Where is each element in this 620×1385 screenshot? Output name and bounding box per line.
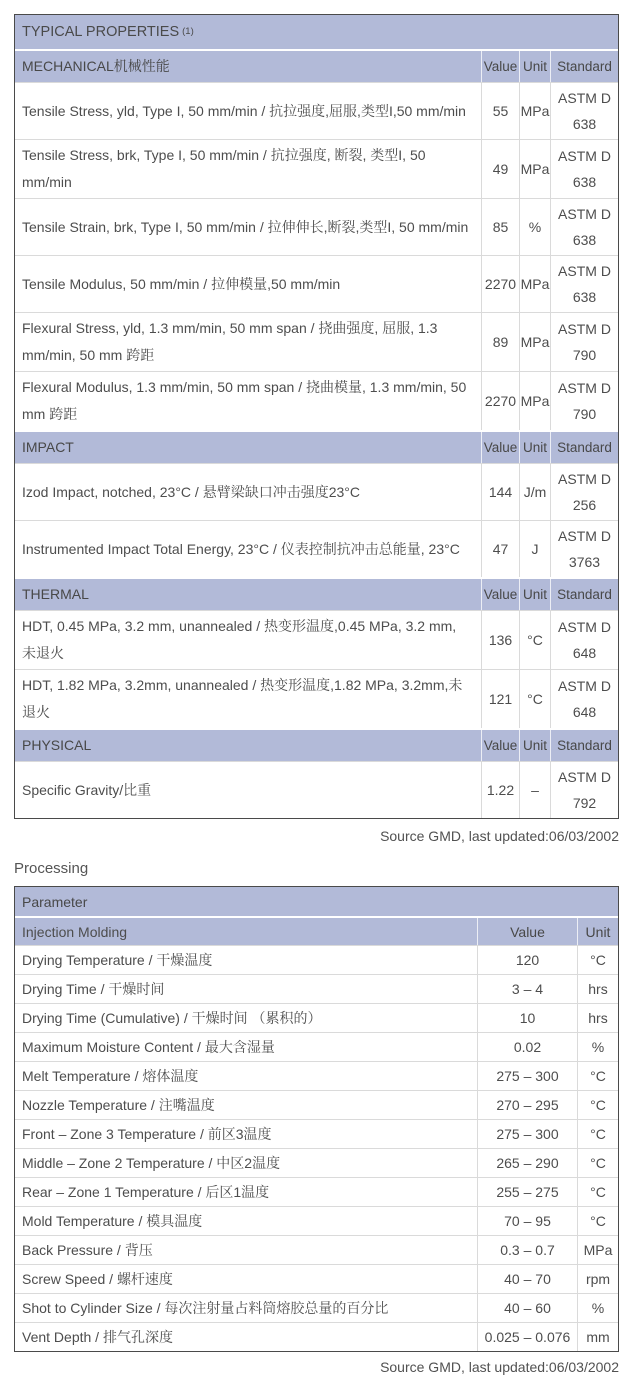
parameter-row — [15, 1206, 618, 1235]
parameter-row — [15, 945, 618, 974]
property-unit: – — [519, 762, 550, 818]
property-value: 2270 — [481, 372, 519, 430]
property-unit: MPa — [519, 313, 550, 371]
processing-table — [14, 886, 619, 1352]
property-name: Tensile Stress, brk, Type I, 50 mm/min / 抗拉强度, 断裂, 类型I, 50 mm/min — [22, 147, 426, 190]
property-unit: °C — [519, 611, 550, 669]
parameter-unit: mm — [577, 1323, 618, 1351]
property-unit: MPa — [519, 83, 550, 139]
column-header-standard: Standard — [550, 579, 618, 610]
property-value: 121 — [481, 670, 519, 728]
parameter-row — [15, 1264, 618, 1293]
parameter-unit: hrs — [577, 1004, 618, 1032]
property-standard: ASTM D 790 — [550, 313, 618, 371]
property-unit: J — [519, 521, 550, 577]
title-footnote-marker: (1) — [182, 25, 194, 37]
parameter-unit: °C — [577, 1207, 618, 1235]
column-header-unit: Unit — [519, 730, 550, 761]
parameter-value: 275 – 300 — [477, 1062, 577, 1090]
parameter-row — [15, 1322, 618, 1351]
parameter-value: 275 – 300 — [477, 1120, 577, 1148]
column-header-standard: Standard — [550, 51, 618, 82]
property-name: Flexural Modulus, 1.3 mm/min, 50 mm span / 挠曲模量, 1.3 mm/min, 50 mm 跨距 — [22, 379, 467, 422]
column-header-unit: Unit — [577, 918, 618, 945]
parameter-name: Drying Time / 干燥时间 — [22, 981, 165, 997]
property-row — [15, 139, 618, 198]
parameter-row — [15, 1003, 618, 1032]
column-header-value: Value — [481, 51, 519, 82]
source-note-top: Source GMD, last updated:06/03/2002 — [380, 828, 619, 844]
parameter-value: 0.02 — [477, 1033, 577, 1061]
property-unit: % — [519, 199, 550, 255]
section-label: PHYSICAL — [22, 737, 92, 753]
parameter-value: 10 — [477, 1004, 577, 1032]
property-value: 89 — [481, 313, 519, 371]
property-row — [15, 312, 618, 371]
property-standard: ASTM D 790 — [550, 372, 618, 430]
property-row — [15, 82, 618, 139]
property-value: 49 — [481, 140, 519, 198]
parameter-row — [15, 974, 618, 1003]
property-standard: ASTM D 638 — [550, 199, 618, 255]
property-row — [15, 371, 618, 430]
parameter-name: Screw Speed / 螺杆速度 — [22, 1271, 173, 1287]
property-standard: ASTM D 648 — [550, 611, 618, 669]
property-unit: J/m — [519, 464, 550, 520]
property-name: Instrumented Impact Total Energy, 23°C / 仪表控制抗冲击总能量, 23°C — [22, 540, 460, 557]
parameter-name: Maximum Moisture Content / 最大含湿量 — [22, 1039, 275, 1055]
section-label: MECHANICAL机械性能 — [22, 58, 170, 74]
parameter-value: 120 — [477, 946, 577, 974]
property-standard: ASTM D 648 — [550, 670, 618, 728]
section-header-row — [15, 430, 618, 463]
parameter-name: Shot to Cylinder Size / 每次注射量占料筒熔胶总量的百分比 — [22, 1300, 389, 1316]
parameter-value: 70 – 95 — [477, 1207, 577, 1235]
parameter-unit: °C — [577, 946, 618, 974]
property-name: Flexural Stress, yld, 1.3 mm/min, 50 mm span / 挠曲强度, 屈服, 1.3 mm/min, 50 mm 跨距 — [22, 320, 438, 363]
processing-section-label: Processing — [14, 860, 89, 877]
parameter-value: 40 – 60 — [477, 1294, 577, 1322]
parameter-name: Mold Temperature / 模具温度 — [22, 1213, 203, 1229]
property-value: 55 — [481, 83, 519, 139]
parameter-unit: °C — [577, 1149, 618, 1177]
parameter-name: Drying Temperature / 干燥温度 — [22, 952, 213, 968]
property-standard: ASTM D 638 — [550, 140, 618, 198]
processing-table-title: Parameter — [22, 893, 88, 910]
parameter-unit: % — [577, 1033, 618, 1061]
column-header-value: Value — [481, 579, 519, 610]
section-header-row — [15, 577, 618, 610]
parameter-value: 255 – 275 — [477, 1178, 577, 1206]
property-unit: MPa — [519, 256, 550, 312]
subheader-injection-molding: Injection Molding — [22, 923, 128, 940]
parameter-value: 270 – 295 — [477, 1091, 577, 1119]
column-header-unit: Unit — [519, 579, 550, 610]
parameter-unit: hrs — [577, 975, 618, 1003]
parameter-name: Middle – Zone 2 Temperature / 中区2温度 — [22, 1155, 281, 1171]
parameter-row — [15, 1293, 618, 1322]
section-header-row — [15, 49, 618, 82]
processing-subheader-row — [15, 916, 618, 945]
column-header-standard: Standard — [550, 432, 618, 463]
property-unit: MPa — [519, 140, 550, 198]
parameter-name: Front – Zone 3 Temperature / 前区3温度 — [22, 1126, 272, 1142]
column-header-value: Value — [481, 730, 519, 761]
parameter-unit: % — [577, 1294, 618, 1322]
parameter-unit: MPa — [577, 1236, 618, 1264]
parameter-row — [15, 1148, 618, 1177]
parameter-name: Melt Temperature / 熔体温度 — [22, 1068, 199, 1084]
processing-table-title-row — [15, 887, 618, 916]
parameter-row — [15, 1177, 618, 1206]
property-row — [15, 610, 618, 669]
parameter-unit: °C — [577, 1091, 618, 1119]
property-value: 47 — [481, 521, 519, 577]
property-row — [15, 669, 618, 728]
column-header-value: Value — [481, 432, 519, 463]
parameter-value: 0.025 – 0.076 — [477, 1323, 577, 1351]
property-value: 2270 — [481, 256, 519, 312]
parameter-name: Drying Time (Cumulative) / 干燥时间 （累积的） — [22, 1010, 322, 1026]
property-value: 136 — [481, 611, 519, 669]
property-standard: ASTM D 256 — [550, 464, 618, 520]
typical-properties-title-row — [15, 15, 618, 49]
property-standard: ASTM D 3763 — [550, 521, 618, 577]
typical-properties-table — [14, 14, 619, 819]
column-header-standard: Standard — [550, 730, 618, 761]
parameter-row — [15, 1061, 618, 1090]
property-standard: ASTM D 638 — [550, 83, 618, 139]
parameter-row — [15, 1032, 618, 1061]
property-row — [15, 463, 618, 520]
column-header-value: Value — [477, 918, 577, 945]
typical-properties-title: TYPICAL PROPERTIES — [22, 24, 180, 40]
property-unit: °C — [519, 670, 550, 728]
property-standard: ASTM D 792 — [550, 762, 618, 818]
parameter-value: 3 – 4 — [477, 975, 577, 1003]
parameter-value: 40 – 70 — [477, 1265, 577, 1293]
parameter-unit: °C — [577, 1062, 618, 1090]
property-row — [15, 198, 618, 255]
parameter-name: Nozzle Temperature / 注嘴温度 — [22, 1097, 215, 1113]
property-standard: ASTM D 638 — [550, 256, 618, 312]
property-value: 144 — [481, 464, 519, 520]
parameter-unit: rpm — [577, 1265, 618, 1293]
section-label: THERMAL — [22, 586, 89, 602]
parameter-value: 265 – 290 — [477, 1149, 577, 1177]
parameter-name: Rear – Zone 1 Temperature / 后区1温度 — [22, 1184, 270, 1200]
property-name: Tensile Modulus, 50 mm/min / 拉伸模量,50 mm/min — [22, 275, 341, 292]
property-row — [15, 761, 618, 818]
property-name: Tensile Stress, yld, Type I, 50 mm/min / 抗拉强度,屈服,类型I,50 mm/min — [22, 102, 466, 119]
parameter-unit: °C — [577, 1120, 618, 1148]
property-value: 1.22 — [481, 762, 519, 818]
parameter-name: Vent Depth / 排气孔深度 — [22, 1329, 173, 1345]
property-value: 85 — [481, 199, 519, 255]
column-header-unit: Unit — [519, 432, 550, 463]
section-label: IMPACT — [22, 439, 74, 455]
property-name: HDT, 0.45 MPa, 3.2 mm, unannealed / 热变形温度,0.45 MPa, 3.2 mm, 未退火 — [22, 618, 457, 661]
property-row — [15, 255, 618, 312]
parameter-unit: °C — [577, 1178, 618, 1206]
property-name: Izod Impact, notched, 23°C / 悬臂梁缺口冲击强度23°C — [22, 483, 360, 500]
parameter-name: Back Pressure / 背压 — [22, 1242, 153, 1258]
property-name: HDT, 1.82 MPa, 3.2mm, unannealed / 热变形温度,1.82 MPa, 3.2mm,未退火 — [22, 677, 463, 720]
section-header-row — [15, 728, 618, 761]
property-name: Specific Gravity/比重 — [22, 781, 152, 798]
parameter-row — [15, 1090, 618, 1119]
property-name: Tensile Strain, brk, Type I, 50 mm/min / 拉伸伸长,断裂,类型I, 50 mm/min — [22, 218, 469, 235]
property-unit: MPa — [519, 372, 550, 430]
source-note-bottom: Source GMD, last updated:06/03/2002 — [380, 1359, 619, 1375]
parameter-value: 0.3 – 0.7 — [477, 1236, 577, 1264]
column-header-unit: Unit — [519, 51, 550, 82]
parameter-row — [15, 1235, 618, 1264]
property-row — [15, 520, 618, 577]
parameter-row — [15, 1119, 618, 1148]
